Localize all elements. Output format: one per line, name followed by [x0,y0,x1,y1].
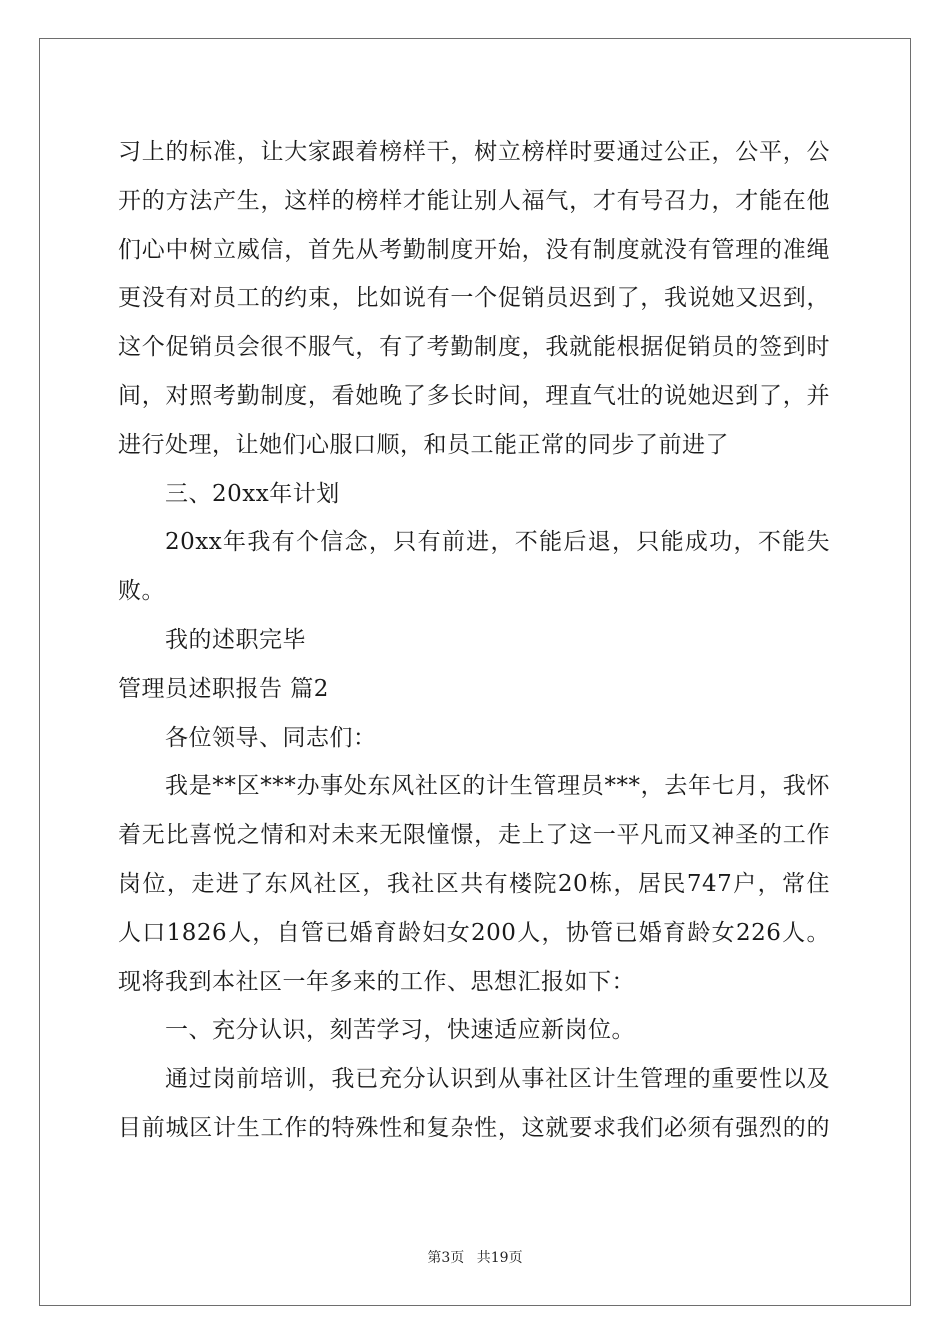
text-line: 目前城区计生工作的特殊性和复杂性，这就要求我们必须有强烈的的 [118,1114,830,1141]
text-line: 岗位，走进了东风社区，我社区共有楼院20栋，居民747户，常住 [118,870,830,897]
text-line: 进行处理，让她们心服口顺，和员工能正常的同步了前进了 [118,431,729,458]
section-heading: 一、充分认识，刻苦学习，快速适应新岗位。 [165,1017,635,1044]
article-title: 管理员述职报告 篇2 [118,675,329,702]
page-number: 第3页 [427,1250,465,1266]
text-line: 间，对照考勤制度，看她晚了多长时间，理直气壮的说她迟到了，并 [118,382,830,409]
page-total: 共19页 [476,1250,523,1266]
text-line: 我是**区***办事处东风社区的计生管理员***，去年七月，我怀 [165,773,830,800]
text-line: 败。 [118,578,165,605]
text-line: 这个促销员会很不服气，有了考勤制度，我就能根据促销员的签到时 [118,334,830,361]
text-line: 习上的标准，让大家跟着榜样干，树立榜样时要通过公正，公平，公 [118,139,830,165]
document-body [118,128,830,1153]
text-line: 20xx年我有个信念，只有前进，不能后退，只能成功，不能失 [165,529,830,556]
page-footer [0,1247,950,1267]
text-line: 开的方法产生，这样的榜样才能让别人福气，才有号召力，才能在他 [118,187,830,214]
text-line: 现将我到本社区一年多来的工作、思想汇报如下： [118,968,635,995]
text-line: 们心中树立威信，首先从考勤制度开始，没有制度就没有管理的准绳 [118,236,830,263]
salutation: 各位领导、同志们： [165,724,377,751]
text-line: 通过岗前培训，我已充分认识到从事社区计生管理的重要性以及 [165,1066,830,1093]
text-line: 更没有对员工的约束，比如说有一个促销员迟到了，我说她又迟到， [118,285,830,312]
closing-line: 我的述职完毕 [165,626,306,653]
section-heading: 三、20xx年计划 [165,480,340,507]
text-line: 着无比喜悦之情和对未来无限憧憬，走上了这一平凡而又神圣的工作 [118,822,830,849]
text-line: 人口1826人，自管已婚育龄妇女200人，协管已婚育龄女226人。 [118,919,830,946]
